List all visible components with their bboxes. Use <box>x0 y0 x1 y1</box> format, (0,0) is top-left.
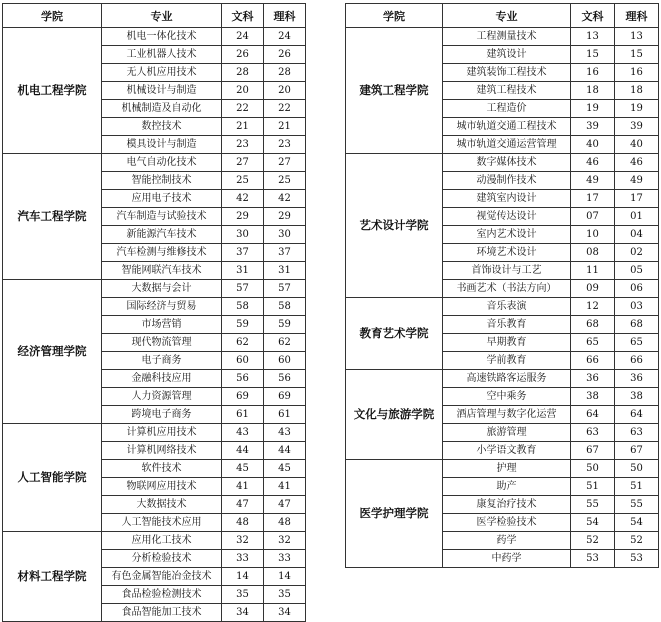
major-name: 医学检验技术 <box>443 514 571 532</box>
major-name: 食品智能加工技术 <box>102 604 222 622</box>
arts-code: 49 <box>571 172 615 190</box>
major-name: 工业机器人技术 <box>102 46 222 64</box>
major-name: 音乐表演 <box>443 298 571 316</box>
arts-code: 31 <box>222 262 264 280</box>
science-code: 43 <box>264 424 306 442</box>
major-name: 护理 <box>443 460 571 478</box>
arts-code: 59 <box>222 316 264 334</box>
major-name: 书画艺术（书法方向） <box>443 280 571 298</box>
left-table-body <box>3 28 306 622</box>
major-name: 大数据与会计 <box>102 280 222 298</box>
arts-code: 57 <box>222 280 264 298</box>
arts-code: 10 <box>571 226 615 244</box>
major-header: 专业 <box>102 4 222 28</box>
arts-code: 30 <box>222 226 264 244</box>
arts-code: 61 <box>222 406 264 424</box>
major-name: 有色金属智能冶金技术 <box>102 568 222 586</box>
arts-code: 58 <box>222 298 264 316</box>
science-code-header: 理科 <box>615 4 659 28</box>
major-name: 空中乘务 <box>443 388 571 406</box>
major-name: 应用化工技术 <box>102 532 222 550</box>
major-name: 人力资源管理 <box>102 388 222 406</box>
table-row <box>3 532 306 550</box>
college-name: 经济管理学院 <box>3 280 102 424</box>
science-code: 61 <box>264 406 306 424</box>
science-code: 39 <box>615 118 659 136</box>
science-code: 69 <box>264 388 306 406</box>
arts-code: 69 <box>222 388 264 406</box>
arts-code: 28 <box>222 64 264 82</box>
arts-code: 60 <box>222 352 264 370</box>
science-code: 65 <box>615 334 659 352</box>
arts-code: 29 <box>222 208 264 226</box>
college-name: 材料工程学院 <box>3 532 102 622</box>
major-name: 建筑室内设计 <box>443 190 571 208</box>
science-code: 68 <box>615 316 659 334</box>
science-code: 24 <box>264 28 306 46</box>
arts-code: 32 <box>222 532 264 550</box>
college-header: 学院 <box>346 4 443 28</box>
science-code: 33 <box>264 550 306 568</box>
arts-code: 65 <box>571 334 615 352</box>
major-name: 计算机网络技术 <box>102 442 222 460</box>
science-code: 04 <box>615 226 659 244</box>
major-name: 大数据技术 <box>102 496 222 514</box>
arts-code: 27 <box>222 154 264 172</box>
science-code: 23 <box>264 136 306 154</box>
table-row <box>3 28 306 46</box>
arts-code: 42 <box>222 190 264 208</box>
major-name: 城市轨道交通运营管理 <box>443 136 571 154</box>
arts-code: 17 <box>571 190 615 208</box>
arts-code: 62 <box>222 334 264 352</box>
table-row <box>346 154 659 172</box>
arts-code: 25 <box>222 172 264 190</box>
arts-code: 55 <box>571 496 615 514</box>
arts-code: 13 <box>571 28 615 46</box>
major-name: 智能控制技术 <box>102 172 222 190</box>
major-name: 电气自动化技术 <box>102 154 222 172</box>
table-row <box>346 370 659 388</box>
major-name: 城市轨道交通工程技术 <box>443 118 571 136</box>
arts-code: 43 <box>222 424 264 442</box>
science-code: 15 <box>615 46 659 64</box>
arts-code: 07 <box>571 208 615 226</box>
major-name: 物联网应用技术 <box>102 478 222 496</box>
science-code: 38 <box>615 388 659 406</box>
arts-code: 26 <box>222 46 264 64</box>
science-code: 41 <box>264 478 306 496</box>
science-code: 63 <box>615 424 659 442</box>
arts-code: 52 <box>571 532 615 550</box>
arts-code: 09 <box>571 280 615 298</box>
arts-code: 48 <box>222 514 264 532</box>
science-code: 05 <box>615 262 659 280</box>
college-name: 艺术设计学院 <box>346 154 443 298</box>
arts-code: 16 <box>571 64 615 82</box>
science-code: 37 <box>264 244 306 262</box>
college-name: 机电工程学院 <box>3 28 102 154</box>
right-table-body <box>346 28 659 568</box>
major-name: 药学 <box>443 532 571 550</box>
major-name: 工程造价 <box>443 100 571 118</box>
college-name: 汽车工程学院 <box>3 154 102 280</box>
major-name: 工程测量技术 <box>443 28 571 46</box>
major-name: 金融科技应用 <box>102 370 222 388</box>
left-table-header <box>3 4 306 28</box>
major-name: 机电一体化技术 <box>102 28 222 46</box>
science-code: 55 <box>615 496 659 514</box>
major-name: 室内艺术设计 <box>443 226 571 244</box>
arts-code: 12 <box>571 298 615 316</box>
arts-code: 39 <box>571 118 615 136</box>
major-name: 音乐教育 <box>443 316 571 334</box>
major-name: 建筑设计 <box>443 46 571 64</box>
science-code: 14 <box>264 568 306 586</box>
arts-code: 44 <box>222 442 264 460</box>
science-code: 45 <box>264 460 306 478</box>
science-code: 59 <box>264 316 306 334</box>
arts-code: 08 <box>571 244 615 262</box>
major-name: 视觉传达设计 <box>443 208 571 226</box>
college-name: 人工智能学院 <box>3 424 102 532</box>
major-name: 机械设计与制造 <box>102 82 222 100</box>
science-code: 49 <box>615 172 659 190</box>
major-name: 小学语文教育 <box>443 442 571 460</box>
science-code: 46 <box>615 154 659 172</box>
major-name: 酒店管理与数字化运营 <box>443 406 571 424</box>
science-code: 35 <box>264 586 306 604</box>
science-code: 48 <box>264 514 306 532</box>
table-row <box>346 28 659 46</box>
science-code: 34 <box>264 604 306 622</box>
arts-code: 18 <box>571 82 615 100</box>
arts-code: 67 <box>571 442 615 460</box>
major-name: 康复治疗技术 <box>443 496 571 514</box>
major-name: 电子商务 <box>102 352 222 370</box>
major-name: 数控技术 <box>102 118 222 136</box>
science-code: 58 <box>264 298 306 316</box>
major-name: 现代物流管理 <box>102 334 222 352</box>
science-code: 57 <box>264 280 306 298</box>
science-code: 27 <box>264 154 306 172</box>
science-code: 52 <box>615 532 659 550</box>
arts-code: 41 <box>222 478 264 496</box>
table-row <box>346 298 659 316</box>
major-name: 数字媒体技术 <box>443 154 571 172</box>
science-code: 56 <box>264 370 306 388</box>
arts-code: 63 <box>571 424 615 442</box>
arts-code: 56 <box>222 370 264 388</box>
arts-code: 51 <box>571 478 615 496</box>
left-major-code-table <box>2 3 306 622</box>
major-name: 食品检验检测技术 <box>102 586 222 604</box>
major-name: 首饰设计与工艺 <box>443 262 571 280</box>
science-code: 29 <box>264 208 306 226</box>
major-name: 建筑工程技术 <box>443 82 571 100</box>
science-code: 50 <box>615 460 659 478</box>
arts-code: 36 <box>571 370 615 388</box>
arts-code: 35 <box>222 586 264 604</box>
major-name: 无人机应用技术 <box>102 64 222 82</box>
major-name: 旅游管理 <box>443 424 571 442</box>
science-code: 67 <box>615 442 659 460</box>
arts-code-header: 文科 <box>222 4 264 28</box>
college-name: 教育艺术学院 <box>346 298 443 370</box>
arts-code: 21 <box>222 118 264 136</box>
major-name: 机械制造及自动化 <box>102 100 222 118</box>
science-code: 66 <box>615 352 659 370</box>
arts-code: 20 <box>222 82 264 100</box>
major-name: 高速铁路客运服务 <box>443 370 571 388</box>
science-code: 20 <box>264 82 306 100</box>
major-header: 专业 <box>443 4 571 28</box>
science-code: 19 <box>615 100 659 118</box>
science-code: 31 <box>264 262 306 280</box>
arts-code: 53 <box>571 550 615 568</box>
science-code: 02 <box>615 244 659 262</box>
major-name: 汽车检测与维修技术 <box>102 244 222 262</box>
arts-code: 45 <box>222 460 264 478</box>
college-header: 学院 <box>3 4 102 28</box>
science-code: 03 <box>615 298 659 316</box>
science-code: 13 <box>615 28 659 46</box>
arts-code: 14 <box>222 568 264 586</box>
science-code: 30 <box>264 226 306 244</box>
arts-code: 15 <box>571 46 615 64</box>
major-name: 智能网联汽车技术 <box>102 262 222 280</box>
arts-code: 22 <box>222 100 264 118</box>
major-name: 模具设计与制造 <box>102 136 222 154</box>
major-name: 人工智能技术应用 <box>102 514 222 532</box>
arts-code: 33 <box>222 550 264 568</box>
arts-code: 47 <box>222 496 264 514</box>
science-code: 22 <box>264 100 306 118</box>
science-code: 60 <box>264 352 306 370</box>
major-name: 动漫制作技术 <box>443 172 571 190</box>
arts-code: 11 <box>571 262 615 280</box>
science-code: 40 <box>615 136 659 154</box>
science-code: 47 <box>264 496 306 514</box>
major-name: 计算机应用技术 <box>102 424 222 442</box>
arts-code: 40 <box>571 136 615 154</box>
science-code: 42 <box>264 190 306 208</box>
science-code: 01 <box>615 208 659 226</box>
arts-code: 68 <box>571 316 615 334</box>
major-name: 新能源汽车技术 <box>102 226 222 244</box>
science-code: 36 <box>615 370 659 388</box>
science-code: 06 <box>615 280 659 298</box>
major-name: 早期教育 <box>443 334 571 352</box>
arts-code: 24 <box>222 28 264 46</box>
arts-code-header: 文科 <box>571 4 615 28</box>
college-name: 建筑工程学院 <box>346 28 443 154</box>
college-name: 文化与旅游学院 <box>346 370 443 460</box>
major-name: 汽车制造与试验技术 <box>102 208 222 226</box>
right-major-code-table <box>345 3 659 568</box>
right-table-header <box>346 4 659 28</box>
major-name: 中药学 <box>443 550 571 568</box>
major-name: 应用电子技术 <box>102 190 222 208</box>
science-code: 26 <box>264 46 306 64</box>
major-name: 助产 <box>443 478 571 496</box>
science-code: 25 <box>264 172 306 190</box>
table-row <box>346 460 659 478</box>
science-code: 51 <box>615 478 659 496</box>
major-name: 环境艺术设计 <box>443 244 571 262</box>
science-code-header: 理科 <box>264 4 306 28</box>
arts-code: 38 <box>571 388 615 406</box>
science-code: 62 <box>264 334 306 352</box>
major-name: 建筑装饰工程技术 <box>443 64 571 82</box>
arts-code: 50 <box>571 460 615 478</box>
science-code: 44 <box>264 442 306 460</box>
table-row <box>3 280 306 298</box>
table-row <box>3 154 306 172</box>
major-name: 跨境电子商务 <box>102 406 222 424</box>
arts-code: 46 <box>571 154 615 172</box>
major-name: 分析检验技术 <box>102 550 222 568</box>
science-code: 53 <box>615 550 659 568</box>
science-code: 32 <box>264 532 306 550</box>
arts-code: 54 <box>571 514 615 532</box>
major-name: 国际经济与贸易 <box>102 298 222 316</box>
science-code: 28 <box>264 64 306 82</box>
science-code: 17 <box>615 190 659 208</box>
major-name: 学前教育 <box>443 352 571 370</box>
science-code: 64 <box>615 406 659 424</box>
science-code: 18 <box>615 82 659 100</box>
arts-code: 19 <box>571 100 615 118</box>
arts-code: 34 <box>222 604 264 622</box>
science-code: 54 <box>615 514 659 532</box>
arts-code: 66 <box>571 352 615 370</box>
science-code: 21 <box>264 118 306 136</box>
college-name: 医学护理学院 <box>346 460 443 568</box>
arts-code: 64 <box>571 406 615 424</box>
table-row <box>3 424 306 442</box>
major-name: 软件技术 <box>102 460 222 478</box>
arts-code: 23 <box>222 136 264 154</box>
major-name: 市场营销 <box>102 316 222 334</box>
science-code: 16 <box>615 64 659 82</box>
arts-code: 37 <box>222 244 264 262</box>
